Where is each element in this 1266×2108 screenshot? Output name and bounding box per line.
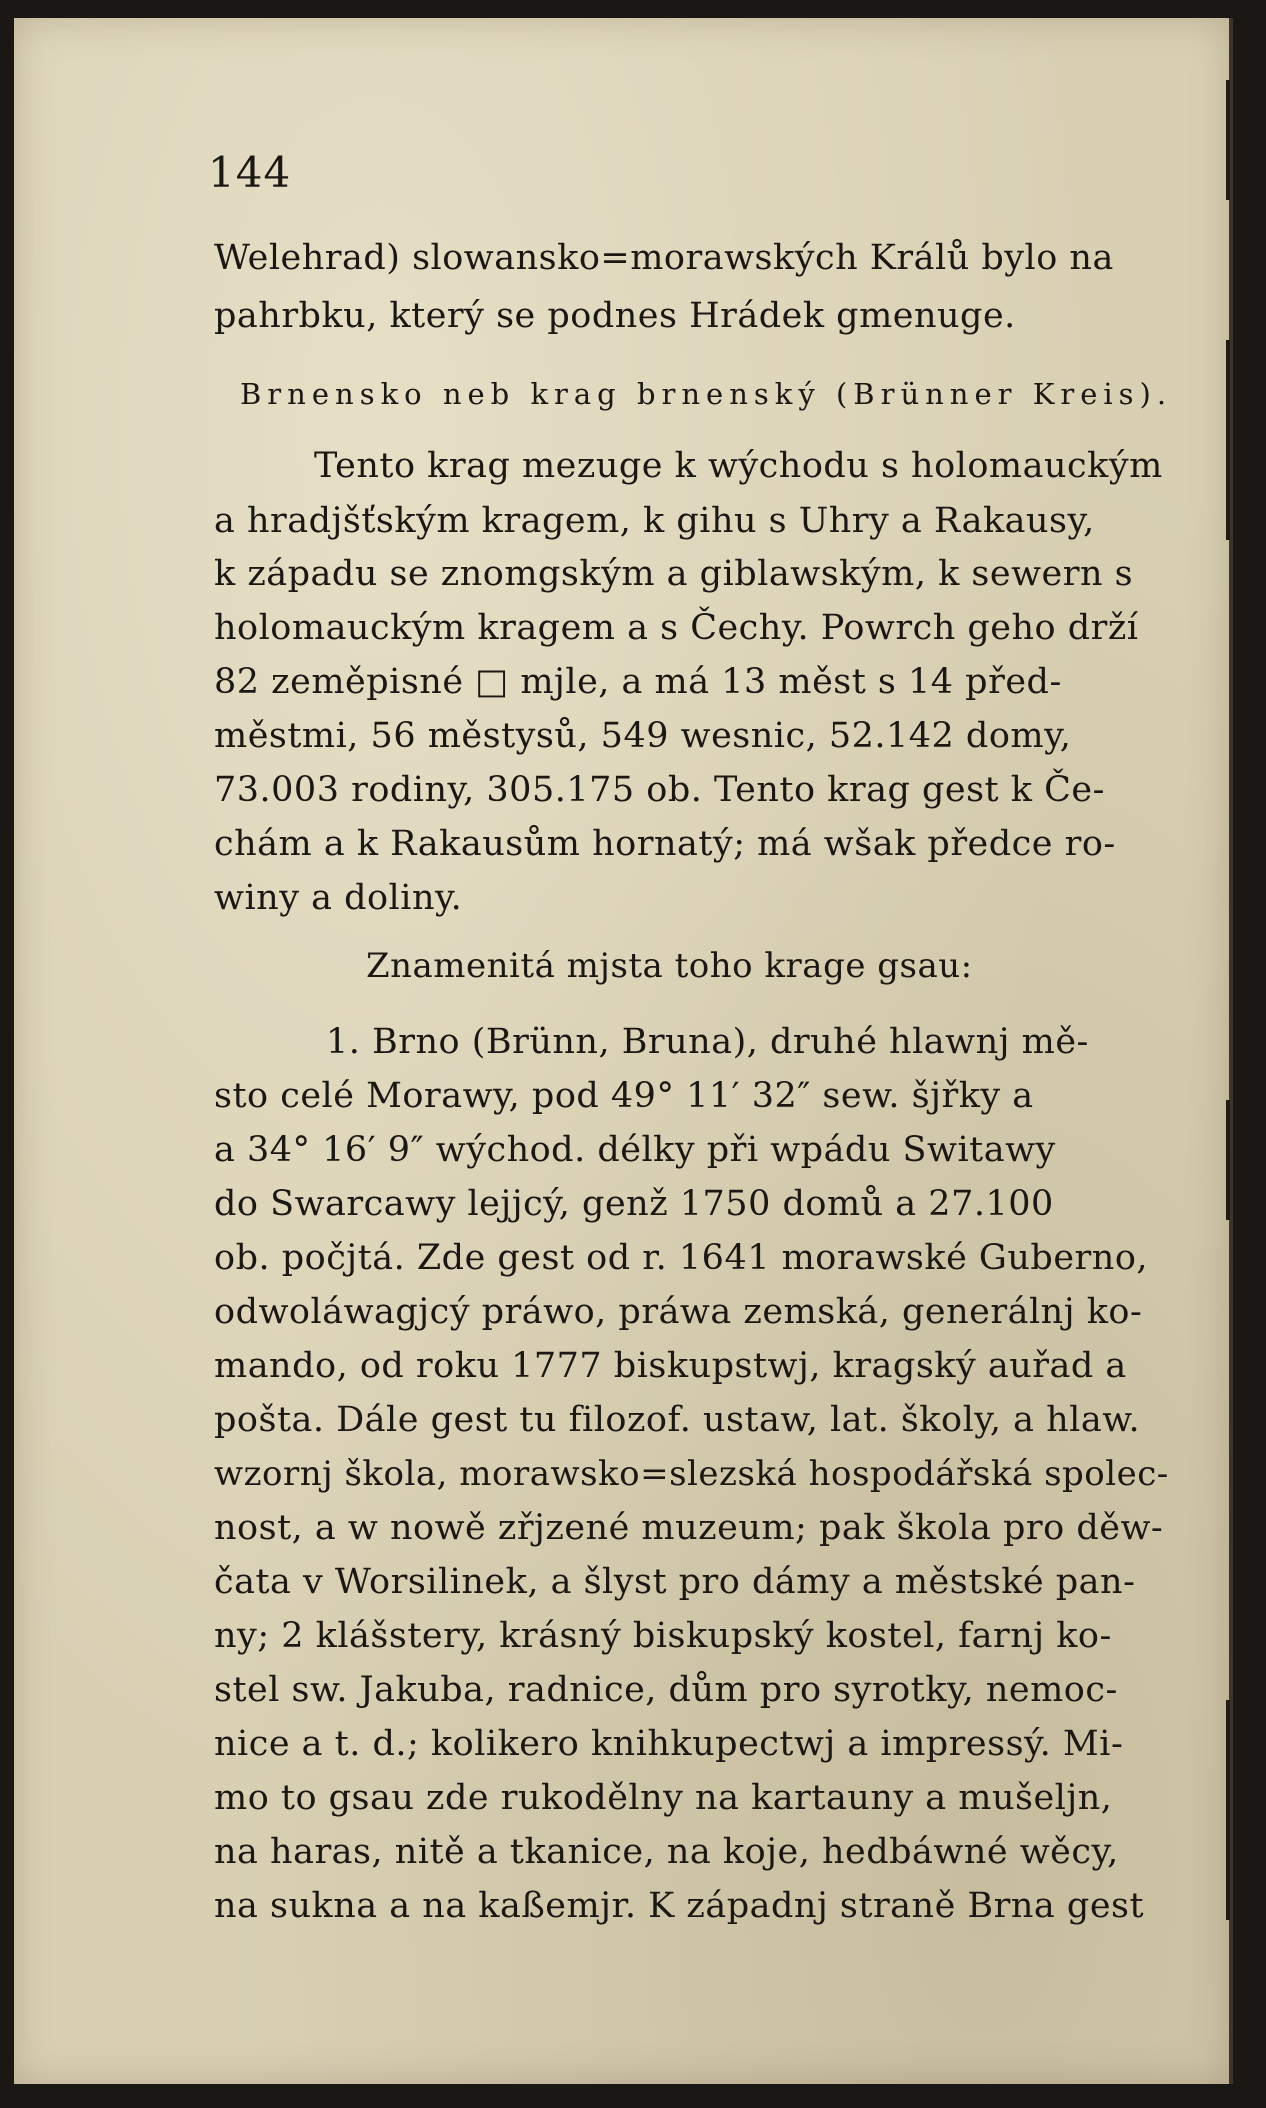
text-line: wzornj škola, morawsko=slezská hospodářská spolec- (214, 1454, 1169, 1494)
text-line: mo to gsau zde rukodělny na kartauny a mušeljn, (214, 1778, 1113, 1818)
text-line: ny; 2 klášstery, krásný biskupský kostel, farnj ko- (214, 1616, 1112, 1656)
margin-mark (1226, 1700, 1230, 1920)
text-line: 1. Brno (Brünn, Bruna), druhé hlawnj mě- (326, 1022, 1089, 1062)
text-line: chám a k Rakausům hornatý; má wšak předce ro- (214, 824, 1116, 864)
text-line: Welehrad) slowansko=morawských Králů bylo na (214, 238, 1114, 278)
text-line: k západu se znomgským a giblawským, k sewern s (214, 554, 1134, 594)
text-line: městmi, 56 městysů, 549 wesnic, 52.142 domy, (214, 716, 1072, 756)
text-line: na sukna a na kaßemjr. K západnj straně Brna gest (214, 1886, 1145, 1926)
text-line: pahrbku, který se podnes Hrádek gmenuge. (214, 296, 1016, 336)
text-line: stel sw. Jakuba, radnice, dům pro syrotky, nemoc- (214, 1670, 1118, 1710)
text-line: mando, od roku 1777 biskupstwj, kragský auřad a (214, 1346, 1127, 1386)
margin-mark (1226, 340, 1230, 540)
margin-mark (1226, 80, 1230, 200)
text-line: a hradjšťským kragem, k gihu s Uhry a Rakausy, (214, 501, 1095, 541)
subheading: Znamenitá mjsta toho krage gsau: (366, 946, 973, 986)
text-line: a 34° 16′ 9″ wýchod. délky při wpádu Switawy (214, 1130, 1056, 1170)
text-line: pošta. Dále gest tu filozof. ustaw, lat. školy, a hlaw. (214, 1400, 1141, 1440)
text-line: čata v Worsilinek, a šlyst pro dámy a městské pan- (214, 1562, 1136, 1602)
text-line: Tento krag mezuge k wýchodu s holomauckým (314, 446, 1163, 486)
text-line: nost, a w nowě zřjzené muzeum; pak škola pro děw- (214, 1508, 1164, 1548)
text-line: 73.003 rodiny, 305.175 ob. Tento krag gest k Če- (214, 770, 1105, 810)
text-line: holomauckým kragem a s Čechy. Powrch geho drží (214, 608, 1139, 648)
text-line: 82 zeměpisné □ mjle, a má 13 měst s 14 před- (214, 662, 1062, 702)
section-title: Brnensko neb krag brnenský (Brünner Kreis). (240, 377, 1173, 411)
margin-mark (1226, 1100, 1230, 1220)
text-line: do Swarcawy lejjcý, genž 1750 domů a 27.100 (214, 1184, 1054, 1224)
text-line: ob. počjtá. Zde gest od r. 1641 morawské Guberno, (214, 1238, 1149, 1278)
text-line: nice a t. d.; kolikero knihkupectwj a impressý. Mi- (214, 1724, 1124, 1764)
text-line: na haras, nitě a tkanice, na koje, hedbáwné wěcy, (214, 1832, 1119, 1872)
text-line: sto celé Morawy, pod 49° 11′ 32″ sew. šjřky a (214, 1076, 1034, 1116)
text-line: winy a doliny. (214, 878, 463, 918)
page-number: 144 (208, 148, 292, 197)
text-line: odwoláwagjcý práwo, práwa zemská, generálnj ko- (214, 1292, 1143, 1332)
